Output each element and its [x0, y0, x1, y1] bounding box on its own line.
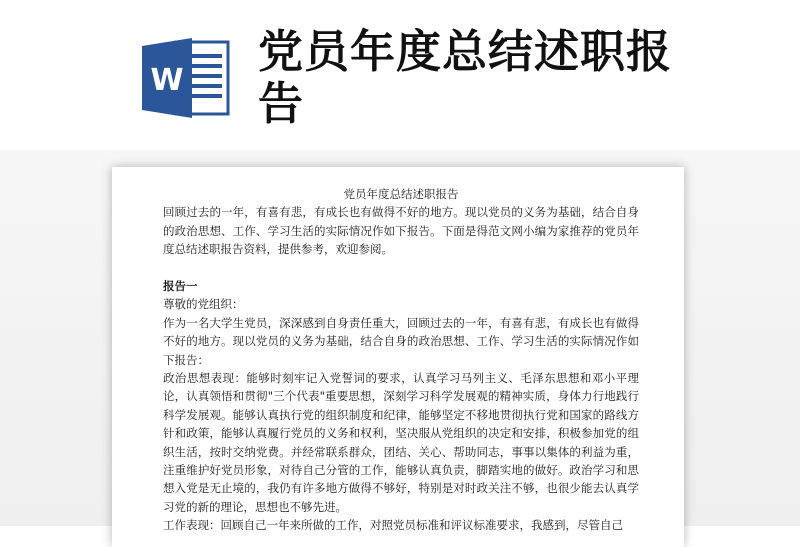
blank-line — [163, 259, 639, 277]
intro-paragraph: 回顾过去的一年，有喜有悲，有成长也有做得不好的地方。现以党员的义务为基础，结合自身的政治思想、工作、学习生活的实际情况作如下报告。下面是得范文网小编为家推荐的党员年度总结述职报告资料，提供参考，欢迎参阅。 — [163, 205, 639, 257]
page-title: 党员年度总结述职报告 — [258, 25, 673, 130]
salutation: 尊敬的党组织： — [163, 297, 244, 312]
document-body — [163, 185, 639, 535]
document-page — [112, 167, 684, 547]
paragraph-1: 作为一名大学生党员，深深感到自身责任重大，回顾过去的一年，有喜有悲，有成长也有做得不好的地方。现以党员的义务为基础，结合自身的政治思想、工作、学习生活的实际情况作如下报告： — [163, 315, 639, 367]
word-document-icon — [140, 36, 232, 120]
paragraph-3: 工作表现：回顾自己一年来所做的工作，对照党员标准和评议标准要求，我感到，尽管自己 — [163, 518, 623, 533]
header-banner — [0, 0, 800, 150]
word-icon-letter: W — [150, 63, 184, 98]
paragraph-2: 政治思想表现：能够时刻牢记入党誓词的要求，认真学习马列主义、毛泽东思想和邓小平理论，认真领悟和贯彻"三个代表"重要思想，深刻学习科学发展观的精神实质，身体力行地践行科学发展观。能够认真执行党的组织制度和纪律，能够坚定不移地贯彻执行党和国家的路线方针和政策，能够认真履行党员的义务和权利，坚决服从党组织的决定和安排，积极参加党的组织生活，按时交纳党费。并经常联系群众，团结、关心、帮助同志，事事以集体的利益为重，注重维护好党员形象，对待自己分管的工作，能够认真负责，脚踏实地的做好。政治学习和思想入党是无止境的，我仍有许多地方做得不够好，特别是对时政关注不够，也很少能去认真学习党的新的理论，思想也不够先进。 — [163, 371, 639, 514]
document-title: 党员年度总结述职报告 — [343, 187, 459, 201]
section-heading: 报告一 — [163, 279, 198, 294]
